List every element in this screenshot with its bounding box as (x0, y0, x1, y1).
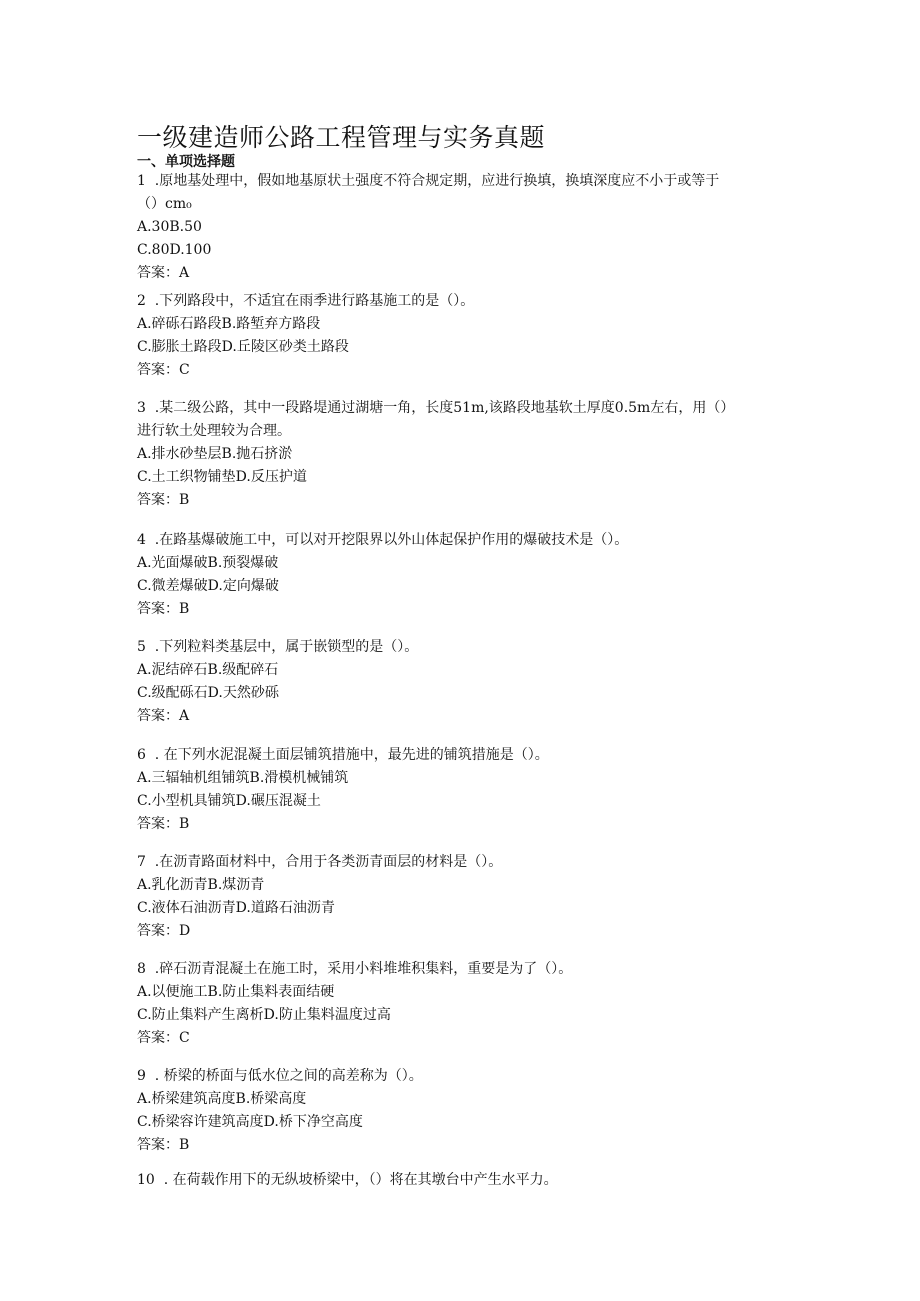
answer-line: 答案：B (137, 1137, 190, 1153)
question-text: 6 . 在下列水泥混凝土面层铺筑措施中，最先进的铺筑措施是（）。 (137, 747, 549, 763)
question-4 (137, 529, 787, 621)
options-line: A.泥结碎石B.级配碎石 (137, 662, 279, 678)
options-line: C.桥梁容许建筑高度D.桥下净空高度 (137, 1114, 363, 1130)
question-text: 8 .碎石沥青混凝土在施工时，采用小料堆堆积集料，重要是为了（）。 (137, 961, 573, 977)
options-line: A.乳化沥青B.煤沥青 (137, 877, 265, 893)
options-line: C.微差爆破D.定向爆破 (137, 578, 279, 594)
question-5 (137, 636, 787, 728)
question-text: 进行软土处理较为合理。 (137, 423, 291, 439)
question-7 (137, 851, 787, 943)
question-6 (137, 744, 787, 836)
options-line: A.碎砾石路段B.路堑弃方路段 (137, 316, 321, 332)
question-text: 4 .在路基爆破施工中，可以对开挖限界以外山体起保护作用的爆破技术是（）。 (137, 532, 629, 548)
answer-line: 答案：A (137, 265, 190, 281)
question-text: 9 . 桥梁的桥面与低水位之间的高差称为（）。 (137, 1068, 423, 1084)
question-2 (137, 290, 787, 382)
question-9 (137, 1065, 787, 1157)
options-line: C.小型机具铺筑D.碾压混凝土 (137, 793, 321, 809)
question-text: （）cm₀ (137, 196, 192, 212)
question-8 (137, 958, 787, 1050)
options-line: A.光面爆破B.预裂爆破 (137, 555, 279, 571)
answer-line: 答案：D (137, 923, 191, 939)
options-line: A.排水砂垫层B.抛石挤淤 (137, 446, 293, 462)
question-text: 7 .在沥青路面材料中，合用于各类沥青面层的材料是（）。 (137, 854, 503, 870)
question-text: 1 .原地基处理中，假如地基原状土强度不符合规定期，应进行换填，换填深度应不小于或等于 (137, 173, 720, 189)
question-text: 5 .下列粒料类基层中，属于嵌锁型的是（）。 (137, 639, 419, 655)
options-line: A.30B.50 (137, 219, 202, 235)
question-1 (137, 170, 787, 285)
document-title: 一级建造师公路工程管理与实务真题 (137, 123, 546, 152)
question-text: 10 . 在荷载作用下的无纵坡桥梁中，（）将在其墩台中产生水平力。 (137, 1172, 558, 1188)
answer-line: 答案：A (137, 708, 190, 724)
answer-line: 答案：B (137, 492, 190, 508)
answer-line: 答案：B (137, 816, 190, 832)
question-text: 2 .下列路段中，不适宜在雨季进行路基施工的是（）。 (137, 293, 475, 309)
options-line: A.以便施工B.防止集料表面结硬 (137, 984, 335, 1000)
section-heading: 一、单项选择题 (137, 154, 235, 170)
question-3 (137, 397, 787, 512)
options-line: C.土工织物铺垫D.反压护道 (137, 469, 307, 485)
options-line: C.级配砾石D.天然砂砾 (137, 685, 279, 701)
options-line: C.液体石油沥青D.道路石油沥青 (137, 900, 335, 916)
answer-line: 答案：B (137, 601, 190, 617)
options-line: A.桥梁建筑高度B.桥梁高度 (137, 1091, 307, 1107)
answer-line: 答案：C (137, 362, 190, 378)
question-10 (137, 1169, 787, 1192)
options-line: C.80D.100 (137, 242, 212, 258)
options-line: A.三辐轴机组铺筑B.滑模机械铺筑 (137, 770, 349, 786)
options-line: C.防止集料产生离析D.防止集料温度过高 (137, 1007, 391, 1023)
options-line: C.膨胀土路段D.丘陵区砂类土路段 (137, 339, 349, 355)
answer-line: 答案：C (137, 1030, 190, 1046)
question-text: 3 .某二级公路，其中一段路堤通过湖塘一角，长度51m,该路段地基软土厚度0.5m左右，用（） (137, 400, 735, 416)
